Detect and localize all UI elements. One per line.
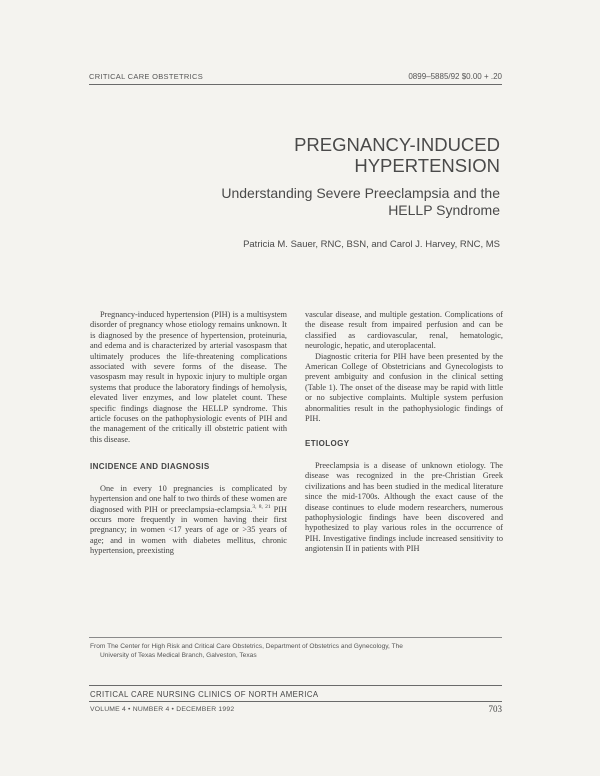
journal-rule-bottom xyxy=(89,701,502,702)
volume-issue-line: VOLUME 4 • NUMBER 4 • DECEMBER 1992 xyxy=(90,706,235,713)
journal-name: CRITICAL CARE NURSING CLINICS OF NORTH AMERICA xyxy=(90,690,319,699)
running-head-price-code: 0899–5885/92 $0.00 + .20 xyxy=(408,72,502,81)
subtitle-line-1: Understanding Severe Preeclampsia and the xyxy=(221,185,500,201)
article-title xyxy=(140,134,500,176)
author-line: Patricia M. Sauer, RNC, BSN, and Carol J. Harvey, RNC, MS xyxy=(243,239,500,250)
footnote-line-2: University of Texas Medical Branch, Galveston, Texas xyxy=(100,651,257,659)
incidence-text-b: PIH occurs more frequently in women having their first pregnancy; in women <17 years of age or >35 years of age; and in women with diabetes mellitus, chronic hypertension, preexisting xyxy=(90,504,287,556)
title-line-2: HYPERTENSION xyxy=(354,155,500,176)
subtitle-line-2: HELLP Syndrome xyxy=(388,202,500,218)
incidence-paragraph xyxy=(90,484,287,557)
affiliation-footnote xyxy=(90,643,502,660)
footnote-line-1: From The Center for High Risk and Critical Care Obstetrics, Department of Obstetrics and Gynecology, The xyxy=(90,643,403,650)
page-number: 703 xyxy=(488,704,502,714)
right-column xyxy=(305,310,503,555)
running-head-section: CRITICAL CARE OBSTETRICS xyxy=(89,72,204,81)
title-line-1: PREGNANCY-INDUCED xyxy=(294,134,500,155)
diagnostic-criteria-paragraph: Diagnostic criteria for PIH have been presented by the American College of Obstetricians and Gynecologists to prevent ambiguity and confusion in the clinical setting (Table 1). The onset of the disease may be rapid with little or no subjective complaints. Multiple system perfusion abnormalities result in the pathophysiologic findings of PIH. xyxy=(305,351,503,424)
section-heading-etiology: ETIOLOGY xyxy=(305,439,350,449)
section-heading-incidence: INCIDENCE AND DIAGNOSIS xyxy=(90,462,210,472)
intro-paragraph: Pregnancy-induced hypertension (PIH) is a multisystem disorder of pregnancy whose etiology remains unknown. It is diagnosed by the presence of hypertension, proteinuria, and edema and is characterized by arterial vasospasm that ultimately produces the life-threatening complications associated with severe forms of the disease. The vasospasm may result in hypoxic injury to multiple organ systems that produce the laboratory findings of hemolysis, elevated liver enzymes, and low platelet count. These specific findings diagnose the HELLP syndrome. This article focuses on the pathophysiologic events of PIH and the management of the critically ill obstetric patient with this disease. xyxy=(90,310,287,444)
footnote-rule xyxy=(89,637,502,638)
citation-superscript: 3, 8, 21 xyxy=(252,503,271,510)
article-subtitle xyxy=(140,185,500,219)
header-rule xyxy=(89,84,502,85)
etiology-paragraph: Preeclampsia is a disease of unknown etiology. The disease was recognized in the pre-Christian Greek civilizations and has been studied in the medical literature since the mid-1700s. Although the exact cause of the disease continues to elude modern researchers, numerous pathophysiologic findings have been discovered and hypothesized to play various roles in the occurrence of PIH. Investigative findings include increased sensitivity to angiotensin II in patients with PIH xyxy=(305,460,503,554)
left-column xyxy=(90,310,287,557)
continued-paragraph: vascular disease, and multiple gestation. Complications of the disease result from impaired perfusion and can be classified as cardiovascular, renal, hematologic, neurologic, hepatic, and uteroplacental. xyxy=(305,310,503,351)
journal-rule-top xyxy=(89,685,502,686)
incidence-text-a: One in every 10 pregnancies is complicated by hypertension and one half to two thirds of these women are diagnosed with PIH or preeclampsia-eclampsia. xyxy=(90,483,287,514)
